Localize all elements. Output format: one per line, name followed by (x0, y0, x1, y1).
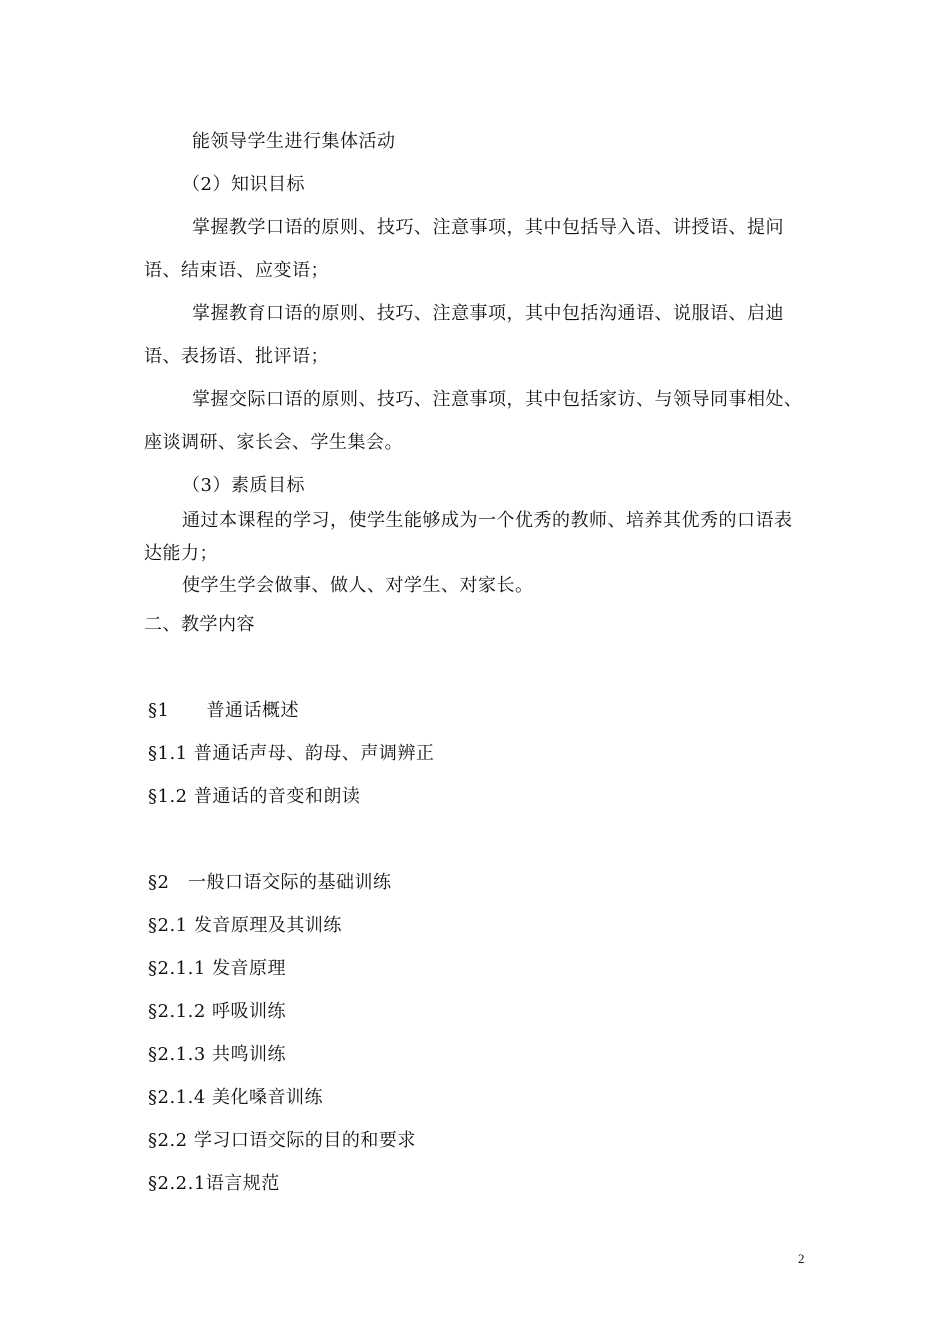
paragraph-line: 掌握教育口语的原则、技巧、注意事项，其中包括沟通语、说服语、启迪 (192, 303, 784, 324)
paragraph-line: 语、结束语、应变语； (144, 260, 329, 281)
paragraph-line: 掌握交际口语的原则、技巧、注意事项，其中包括家访、与领导同事相处、 (192, 389, 803, 410)
toc-entry: §1.2 普通话的音变和朗读 (148, 786, 361, 807)
page-number: 2 (798, 1251, 805, 1266)
toc-entry: §2.1.3 共鸣训练 (148, 1044, 287, 1065)
toc-entry: §1 普通话概述 (148, 700, 299, 721)
paragraph-line: 能领导学生进行集体活动 (192, 131, 396, 152)
paragraph-line: 通过本课程的学习，使学生能够成为一个优秀的教师、培养其优秀的口语表 (182, 510, 793, 531)
toc-entry: §2.2 学习口语交际的目的和要求 (148, 1130, 416, 1151)
section-heading: （3）素质目标 (182, 475, 305, 496)
paragraph-line: 达能力； (144, 543, 218, 564)
toc-entry: §2 一般口语交际的基础训练 (148, 872, 392, 893)
paragraph-line: 掌握教学口语的原则、技巧、注意事项，其中包括导入语、讲授语、提问 (192, 217, 784, 238)
paragraph-line: 座谈调研、家长会、学生集会。 (144, 432, 403, 453)
paragraph-line: 语、表扬语、批评语； (144, 346, 329, 367)
toc-entry: §2.2.1语言规范 (148, 1173, 280, 1194)
paragraph-line: 使学生学会做事、做人、对学生、对家长。 (182, 575, 534, 596)
toc-entry: §2.1.4 美化嗓音训练 (148, 1087, 324, 1108)
toc-entry: §2.1.2 呼吸训练 (148, 1001, 287, 1022)
toc-entry: §1.1 普通话声母、韵母、声调辨正 (148, 743, 435, 764)
toc-entry: §2.1 发音原理及其训练 (148, 915, 342, 936)
section-heading: （2）知识目标 (182, 174, 305, 195)
chapter-heading: 二、教学内容 (144, 614, 255, 635)
toc-entry: §2.1.1 发音原理 (148, 958, 287, 979)
